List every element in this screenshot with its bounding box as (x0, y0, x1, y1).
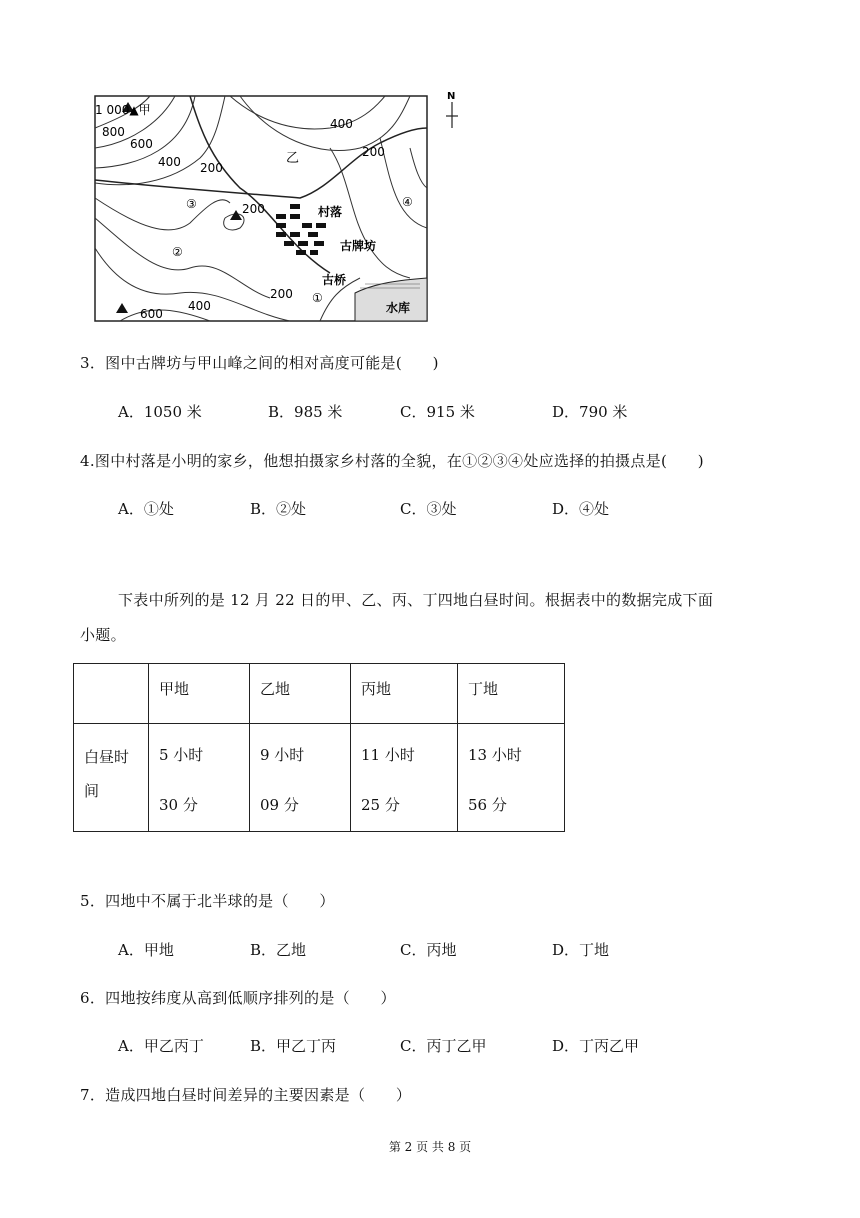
svg-text:乙: 乙 (286, 151, 300, 166)
intro-line-2: 小题。 (80, 626, 126, 644)
q3-option-d[interactable]: D．790 米 (552, 403, 628, 421)
svg-text:①: ① (312, 291, 323, 305)
q6-option-d[interactable]: D．丁丙乙甲 (552, 1037, 640, 1055)
svg-text:村落: 村落 (318, 205, 343, 219)
q5-option-b[interactable]: B．乙地 (250, 941, 307, 959)
question-7-stem: 7．造成四地白昼时间差异的主要因素是（ ） (80, 1086, 412, 1104)
q3-option-b[interactable]: B．985 米 (268, 403, 343, 421)
north-label: N (447, 91, 456, 102)
q6-option-c[interactable]: C．丙丁乙甲 (400, 1037, 487, 1055)
svg-text:400: 400 (330, 117, 353, 131)
table-cell-jia: 5 小时 30 分 (149, 724, 250, 832)
table-cell-bing: 11 小时 25 分 (351, 724, 458, 832)
q3-option-a[interactable]: A．1050 米 (118, 403, 202, 421)
q4-option-b[interactable]: B．②处 (250, 500, 307, 518)
svg-text:400: 400 (158, 155, 181, 169)
q4-option-a[interactable]: A．①处 (118, 500, 174, 518)
table-header-bing: 丙地 (351, 664, 458, 724)
q4-option-d[interactable]: D．④处 (552, 500, 610, 518)
svg-text:②: ② (172, 245, 183, 259)
svg-text:200: 200 (362, 145, 385, 159)
q4-option-c[interactable]: C．③处 (400, 500, 457, 518)
svg-text:200: 200 (270, 287, 293, 301)
q3-option-c[interactable]: C．915 米 (400, 403, 475, 421)
question-4-stem: 4.图中村落是小明的家乡，他想拍摄家乡村落的全貌，在①②③④处应选择的拍摄点是( ) (80, 452, 704, 470)
table-cell-ding: 13 小时 56 分 (458, 724, 565, 832)
svg-text:古牌坊: 古牌坊 (340, 239, 377, 253)
q5-option-a[interactable]: A．甲地 (118, 941, 174, 959)
svg-text:200: 200 (200, 161, 223, 175)
q5-option-d[interactable]: D．丁地 (552, 941, 610, 959)
svg-text:400: 400 (188, 299, 211, 313)
svg-text:水库: 水库 (386, 301, 411, 315)
q6-option-b[interactable]: B．甲乙丁丙 (250, 1037, 337, 1055)
question-6-stem: 6．四地按纬度从高到低顺序排列的是（ ） (80, 989, 396, 1007)
page-footer: 第 2 页 共 8 页 (388, 1140, 472, 1154)
question-5-stem: 5．四地中不属于北半球的是（ ） (80, 892, 335, 910)
topographic-map (90, 88, 470, 328)
north-arrow-icon (446, 102, 458, 128)
svg-text:600: 600 (140, 307, 163, 321)
question-3-stem: 3．图中古牌坊与甲山峰之间的相对高度可能是( ) (80, 354, 439, 372)
svg-text:600: 600 (130, 137, 153, 151)
table-cell-yi: 9 小时 09 分 (250, 724, 351, 832)
table-header-jia: 甲地 (149, 664, 250, 724)
table-header-yi: 乙地 (250, 664, 351, 724)
table-header-empty (74, 664, 149, 724)
q6-option-a[interactable]: A．甲乙丙丁 (118, 1037, 204, 1055)
svg-text:④: ④ (402, 195, 413, 209)
q5-option-c[interactable]: C．丙地 (400, 941, 457, 959)
svg-text:古桥: 古桥 (322, 273, 347, 287)
svg-text:③: ③ (186, 197, 197, 211)
daylight-table (73, 663, 565, 832)
svg-text:800: 800 (102, 125, 125, 139)
svg-text:200: 200 (242, 202, 265, 216)
peak-jia-label: 1 000▲甲 (95, 103, 151, 117)
table-header-ding: 丁地 (458, 664, 565, 724)
table-row-label: 白昼时 间 (74, 724, 149, 832)
intro-line-1: 下表中所列的是 12 月 22 日的甲、乙、丙、丁四地白昼时间。根据表中的数据完成下面 (118, 591, 714, 609)
